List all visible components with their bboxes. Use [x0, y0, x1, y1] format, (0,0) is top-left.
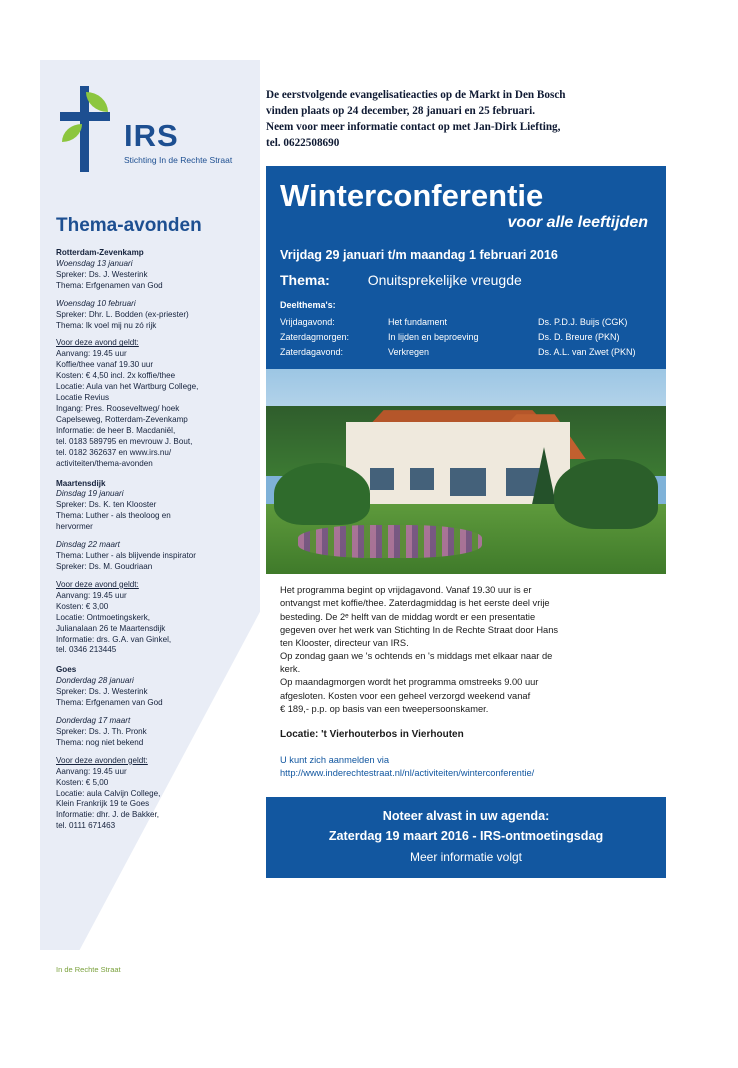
- irs-logo: [56, 86, 246, 172]
- conference-body-line: Het programma begint op vrijdagavond. Vanaf 19.30 uur is er: [280, 585, 532, 596]
- thema-detail-line: Koffie/thee vanaf 19.30 uur: [56, 360, 154, 370]
- thema-event: [56, 259, 236, 292]
- thema-event-date: Woensdag 13 januari: [56, 258, 133, 268]
- subtheme-speaker: Ds. D. Breure (PKN): [538, 331, 620, 342]
- conference-body-line: ten Klooster, directeur van IRS.: [280, 637, 409, 648]
- footer-note: In de Rechte Straat: [56, 965, 121, 974]
- subtheme-topic: In lijden en beproeving: [388, 331, 479, 342]
- theme-label: Thema:: [280, 272, 330, 289]
- agenda-notice: [266, 797, 666, 878]
- conference-body-line: gegeven over het werk van Stichting In de Rechte Straat door Hans: [280, 624, 559, 635]
- logo-title: IRS: [124, 118, 179, 153]
- intro-line: tel. 0622508690: [266, 136, 340, 149]
- conference-dates: Vrijdag 29 januari t/m maandag 1 februari 2016: [280, 248, 558, 263]
- thema-event-line: Spreker: Ds. K. ten Klooster: [56, 500, 157, 510]
- logo-subtitle: Stichting In de Rechte Straat: [124, 155, 233, 165]
- conference-body-line: kerk.: [280, 664, 301, 675]
- thema-detail-line: tel. 0346 213445: [56, 645, 117, 655]
- thema-detail-line: Informatie: dhr. J. de Bakker,: [56, 810, 160, 820]
- thema-avonden-list: [56, 248, 236, 832]
- thema-event-date: Donderdag 17 maart: [56, 716, 131, 726]
- thema-detail-line: Locatie: aula Calvijn College,: [56, 788, 161, 798]
- agenda-line-3: Meer informatie volgt: [409, 849, 523, 864]
- subtheme-day: Zaterdagmorgen:: [280, 331, 350, 342]
- subtheme-day: Zaterdagavond:: [280, 346, 344, 357]
- subthemes-label: Deelthema's:: [280, 300, 336, 311]
- winterconferentie-panel: [266, 166, 666, 787]
- conference-body-line: € 189,- p.p. op basis van een tweepersoonskamer.: [280, 703, 489, 714]
- thema-details: [56, 349, 236, 469]
- thema-avonden-heading: Thema-avonden: [56, 215, 202, 236]
- left-sidebar: [40, 60, 260, 974]
- thema-event-line: hervormer: [56, 522, 93, 532]
- thema-detail-line: Capelseweg, Rotterdam-Zevenkamp: [56, 414, 188, 424]
- thema-event-line: Thema: Erfgenamen van God: [56, 698, 163, 708]
- thema-detail-line: Ingang: Pres. Rooseveltweg/ hoek: [56, 403, 180, 413]
- thema-detail-line: Klein Frankrijk 19 te Goes: [56, 799, 150, 809]
- main-content: [266, 88, 666, 878]
- conference-body: [266, 574, 666, 786]
- thema-detail-line: Julianalaan 26 te Maartensdijk: [56, 623, 166, 633]
- thema-detail-line: Informatie: de heer B. Macdaniël,: [56, 425, 176, 435]
- conference-venue-photo: [266, 369, 666, 574]
- conference-title: Winterconferentie: [280, 177, 544, 213]
- thema-details: [56, 591, 236, 657]
- subtheme-speaker: Ds. A.L. van Zwet (PKN): [538, 346, 636, 357]
- thema-event-line: Spreker: Dhr. L. Bodden (ex-priester): [56, 309, 189, 319]
- thema-detail-line: Kosten: € 4,50 incl. 2x koffie/thee: [56, 371, 176, 381]
- thema-event: [56, 299, 236, 332]
- subtheme-row: [280, 314, 652, 329]
- intro-line: Neem voor meer informatie contact op met Jan-Dirk Liefting,: [266, 120, 561, 133]
- thema-detail-line: Aanvang: 19.45 uur: [56, 349, 127, 359]
- thema-detail-line: Kosten: € 3,00: [56, 601, 109, 611]
- thema-detail-line: tel. 0183 589795 en mevrouw J. Bout,: [56, 436, 193, 446]
- thema-event-date: Woensdag 10 februari: [56, 298, 136, 308]
- subtheme-topic: Het fundament: [388, 316, 448, 327]
- thema-detail-line: tel. 0111 671463: [56, 821, 116, 831]
- subthemes-table-wrap: [266, 314, 666, 369]
- intro-line: vinden plaats op 24 december, 28 januari en 25 februari.: [266, 104, 536, 117]
- subtheme-row: [280, 344, 652, 359]
- thema-event-date: Dinsdag 19 januari: [56, 489, 124, 499]
- thema-city: Rotterdam-Zevenkamp: [56, 248, 144, 257]
- subtheme-speaker: Ds. P.D.J. Buijs (CGK): [538, 316, 628, 327]
- thema-detail-line: Locatie Revius: [56, 393, 110, 403]
- agenda-line-2: Zaterdag 19 maart 2016 - IRS-ontmoetingsdag: [328, 828, 604, 843]
- thema-event-line: Thema: Erfgenamen van God: [56, 280, 163, 290]
- thema-city: Goes: [56, 665, 77, 675]
- conference-body-line: besteding. De 2ᵉ helft van de middag wordt er een presentatie: [280, 611, 536, 622]
- thema-event-line: Thema: nog niet bekend: [56, 737, 144, 747]
- thema-detail-line: tel. 0182 362637 en www.irs.nu/: [56, 447, 172, 457]
- thema-event-line: Spreker: Ds. J. Th. Pronk: [56, 726, 147, 736]
- theme-value: Onuitsprekelijke vreugde: [367, 272, 522, 289]
- subthemes-table: [280, 314, 652, 359]
- thema-detail-line: Aanvang: 19.45 uur: [56, 590, 127, 600]
- subtheme-day: Vrijdagavond:: [280, 316, 335, 327]
- thema-event: [56, 489, 236, 533]
- conference-body-line: afgesloten. Kosten voor een geheel verzorgd weekend vanaf: [280, 690, 531, 701]
- signup-text: U kunt zich aanmelden via: [280, 755, 390, 766]
- signup-block: [280, 754, 652, 780]
- thema-event-line: Spreker: Ds. J. Westerink: [56, 687, 148, 697]
- thema-event-line: Spreker: Ds. J. Westerink: [56, 269, 148, 279]
- conference-theme: [266, 262, 666, 300]
- thema-detail-line: Aanvang: 19.45 uur: [56, 766, 127, 776]
- thema-event: [56, 716, 236, 749]
- agenda-line-1: Noteer alvast in uw agenda:: [382, 808, 550, 823]
- thema-detail-line: Locatie: Ontmoetingskerk,: [56, 612, 151, 622]
- thema-city: Maartensdijk: [56, 478, 106, 488]
- thema-details-heading: Voor deze avonden geldt:: [56, 755, 148, 765]
- conference-location: Locatie: 't Vierhouterbos in Vierhouten: [280, 729, 464, 741]
- signup-url-link[interactable]: http://www.inderechtestraat.nl/nl/activiteiten/winterconferentie/: [280, 768, 535, 779]
- intro-paragraph: [266, 88, 658, 152]
- thema-detail-line: activiteiten/thema-avonden: [56, 458, 153, 468]
- thema-event-date: Donderdag 28 januari: [56, 676, 134, 686]
- conference-body-line: Op maandagmorgen wordt het programma omstreeks 9.00 uur: [280, 677, 539, 688]
- thema-event-line: Thema: Ik voel mij nu zó rijk: [56, 320, 157, 330]
- thema-event-line: Spreker: Ds. M. Goudriaan: [56, 561, 153, 571]
- thema-details-heading: Voor deze avond geldt:: [56, 338, 139, 348]
- thema-detail-line: Kosten: € 5,00: [56, 777, 109, 787]
- thema-event-line: Thema: Luther - als theoloog en: [56, 511, 171, 521]
- intro-line: De eerstvolgende evangelisatieacties op de Markt in Den Bosch: [266, 89, 566, 101]
- thema-details: [56, 767, 236, 833]
- thema-detail-line: Informatie: drs. G.A. van Ginkel,: [56, 634, 172, 644]
- subtheme-row: [280, 329, 652, 344]
- thema-details-heading: Voor deze avond geldt:: [56, 579, 139, 589]
- subtheme-topic: Verkregen: [388, 346, 430, 357]
- thema-event: [56, 676, 236, 709]
- thema-detail-line: Locatie: Aula van het Wartburg College,: [56, 382, 199, 392]
- thema-event: [56, 540, 236, 573]
- conference-body-line: ontvangst met koffie/thee. Zaterdagmiddag is het eerste deel vrije: [280, 598, 550, 609]
- logo-text: [124, 86, 232, 165]
- conference-body-line: Op zondag gaan we 's ochtends en 's middags met elkaar naar de: [280, 651, 553, 662]
- cross-icon: [56, 86, 114, 172]
- thema-event-date: Dinsdag 22 maart: [56, 540, 120, 550]
- conference-subtitle: voor alle leeftijden: [507, 214, 648, 232]
- thema-event-line: Thema: Luther - als blijvende inspirator: [56, 551, 196, 561]
